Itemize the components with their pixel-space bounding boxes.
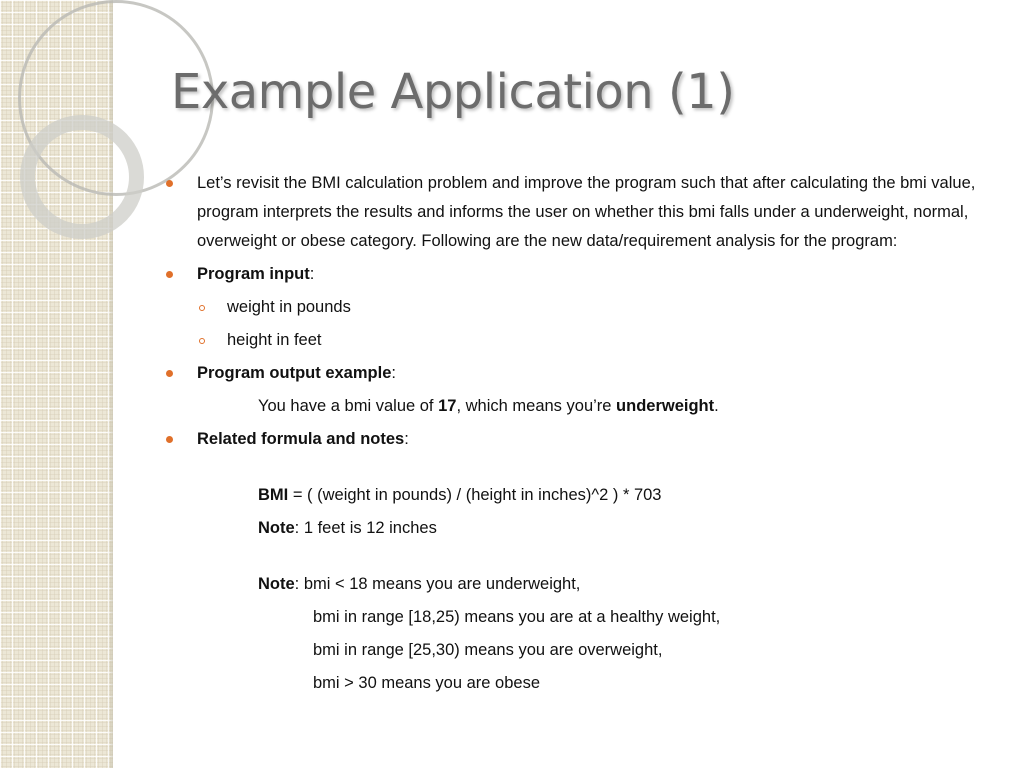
input-item	[166, 293, 986, 322]
note2-line	[166, 603, 986, 632]
note2-text: bmi in range [18,25) means you are at a healthy weight,	[313, 608, 721, 626]
decorative-ring-small	[20, 115, 144, 239]
output-bullet	[166, 359, 986, 388]
intro-text: Let’s revisit the BMI calculation problem and improve the program such that after calculating the bmi value, program interprets the results and informs the user on whether this bmi falls under a underweight, normal, overweight or obese category. Following are the new data/requirement analysis for the program:	[197, 174, 976, 250]
output-example-pre: You have a bmi value of	[258, 397, 439, 415]
note2-line	[166, 669, 986, 698]
formula-colon: :	[404, 430, 409, 448]
slide-content	[166, 169, 986, 698]
formula-label: Related formula and notes	[197, 430, 405, 448]
note1-label: Note	[258, 519, 295, 537]
bmi-label: BMI	[258, 486, 289, 504]
bmi-expression: = ( (weight in pounds) / (height in inches)^2 ) * 703	[288, 486, 662, 504]
note2-text: bmi in range [25,30) means you are overweight,	[313, 641, 663, 659]
note2-line	[166, 570, 986, 599]
note2-text: bmi > 30 means you are obese	[313, 674, 541, 692]
bullet-dot-icon	[166, 370, 173, 377]
bullet-dot-icon	[166, 271, 173, 278]
output-label: Program output example	[197, 364, 392, 382]
output-colon: :	[391, 364, 396, 382]
slide-title: Example Application (1)	[171, 64, 735, 120]
input-bullet	[166, 260, 986, 289]
input-label: Program input	[197, 265, 310, 283]
output-example-line	[166, 392, 986, 421]
input-colon: :	[309, 265, 315, 283]
output-example-value: 17	[438, 397, 457, 415]
input-item	[166, 326, 986, 355]
intro-bullet	[166, 169, 986, 256]
note1-line	[166, 514, 986, 543]
note1-text: : 1 feet is 12 inches	[294, 519, 437, 537]
note2-line	[166, 636, 986, 665]
formula-bullet	[166, 425, 986, 454]
bullet-dot-icon	[166, 180, 173, 187]
output-example-mid: , which means you’re	[456, 397, 617, 415]
output-example-end: .	[714, 397, 719, 415]
sub-bullet-circle-icon	[199, 338, 205, 344]
input-item-text: height in feet	[227, 331, 322, 349]
sub-bullet-circle-icon	[199, 305, 205, 311]
bullet-dot-icon	[166, 436, 173, 443]
note2-label: Note	[258, 575, 295, 593]
bmi-formula-line	[166, 481, 986, 510]
input-item-text: weight in pounds	[227, 298, 351, 316]
note2-text: : bmi < 18 means you are underweight,	[294, 575, 581, 593]
output-example-category: underweight	[616, 397, 715, 415]
